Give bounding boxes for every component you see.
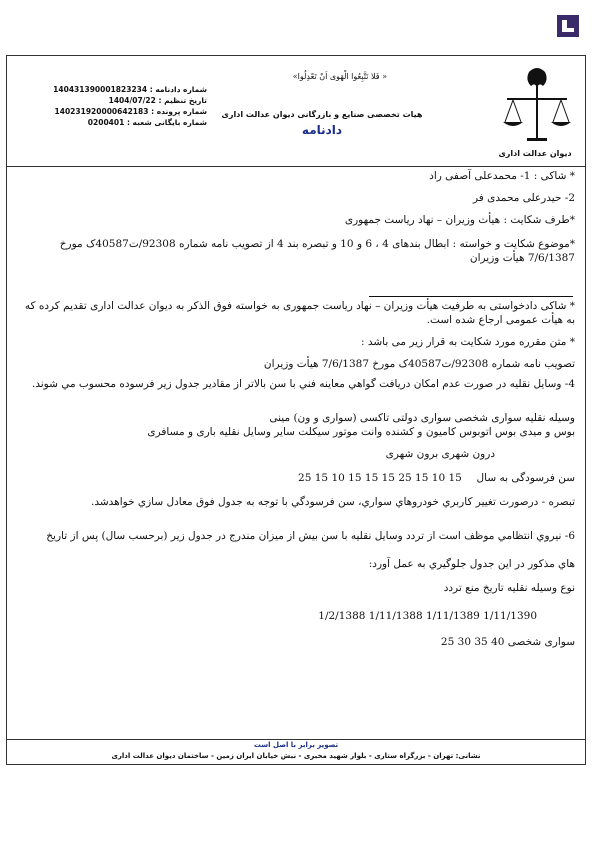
footer-divider	[7, 739, 585, 740]
issue-date: تاریخ تنظیم : 1404/07/22	[108, 96, 207, 105]
separator-line	[369, 296, 573, 297]
judiciary-scales-emblem-icon	[499, 62, 575, 144]
vehicle-types-row-2: بوس و میدی بوس اتوبوس کامیون و کشنده وانت موتور سیکلت سایر وسایل نقلیه باری و مسافری	[147, 426, 575, 438]
certified-copy-note: تصویر برابر با اصل است	[253, 741, 339, 749]
complaint-subject: *موضوع شکایت و خواسته : ابطال بندهای 4 ، 6 و 10 و تبصره بند 4 از تصویب نامه شماره 92308/ت40587ک مورخ 7/6/1387 هیأت وزیران	[59, 238, 575, 264]
case-number: شماره پرونده : 140231920000642183	[54, 107, 207, 116]
document-title: دادنامه	[301, 123, 343, 137]
case-metadata	[52, 84, 207, 128]
ban-table-header: نوع وسیله نقلیه تاریخ منع تردد	[443, 582, 575, 594]
age-row	[17, 471, 575, 495]
regulation-reference: تصویب نامه شماره 92308/ت40587ک مورخ 7/6/1387 هیأت وزیران	[263, 358, 575, 370]
verdict-body	[17, 169, 575, 655]
petition-statement: * شاکی دادخواستی به طرفیت هیأت وزیران – نهاد ریاست جمهوری به خواسته فوق الذکر به دیوان عدالت اداری تقدیم کرده که به هیأت عمومی ارجاع شده است.	[24, 300, 575, 326]
vehicle-types-row-1: وسیله نقلیه سواری شخصی سواری دولتی تاکسی (سواری و ون) مینی	[269, 412, 575, 424]
passenger-car-row: سواری شخصی 40 35 30 25	[440, 636, 575, 648]
corner-logo-icon	[557, 15, 579, 37]
age-values: 15 10 15 25 15 15 15 10 15 25	[298, 472, 462, 484]
regulation-intro: * متن مقرره مورد شکایت به قرار زیر می باشد :	[360, 336, 575, 348]
quran-verse: «فَلا تَتَّبِعُوا الْهَوى اَنْ تَعْدِلُوا »	[292, 72, 387, 81]
archive-number: شماره بایگانی شعبه : 0200401	[87, 118, 207, 127]
verdict-number: شماره دادنامه : 140431390001823234	[53, 85, 207, 94]
age-label: سن فرسودگی به سال	[476, 472, 575, 484]
item-6-continued: هاي مذكور در اين جدول جلوگيري به عمل آورد:	[368, 558, 575, 570]
conversion-note: تبصره - درصورت تغيير كاربري خودروهاي سواري، سن فرسودگي با توجه به جدول فوق معادل سازي خواهدشد.	[91, 496, 575, 508]
item-6: 6- نيروي انتظامي موظف است از تردد وسايل نقليه با سن بيش از ميزان مندرج در جدول زير (برحسب سال) پس از تاريخ	[46, 530, 575, 542]
urban-intercity-row: درون شهری برون شهری	[385, 448, 495, 460]
document-frame	[6, 55, 586, 765]
item-4: 4- وسايل نقليه در صورت عدم امكان دريافت گواهي معاينه فني با سن بالاتر از مقادير جدول زير فرسوده محسوب مي شوند.	[31, 378, 575, 390]
plaintiff-2: 2- حیدرعلی محمدی فر	[473, 192, 575, 204]
document-header	[7, 56, 585, 167]
ban-dates-row: 1/11/1390 1/11/1389 1/11/1388 1/2/1388	[318, 610, 537, 622]
court-name: دیوان عدالت اداری	[498, 149, 572, 158]
defendant: *طرف شکایت : هیأت وزیران – نهاد ریاست جمهوری	[344, 214, 575, 226]
plaintiff-1: * شاکی : 1- محمدعلی آصفی راد	[429, 170, 575, 182]
document-footer	[7, 741, 585, 760]
board-name: هیات تخصصی صنایع و بازرگانی دیوان عدالت اداری	[221, 110, 423, 119]
court-address: نشانی: تهران - بزرگراه ستاری - بلوار شهید مخبری - نبش خیابان ایران زمین - ساختمان دیوان عدالت اداری	[111, 752, 481, 760]
